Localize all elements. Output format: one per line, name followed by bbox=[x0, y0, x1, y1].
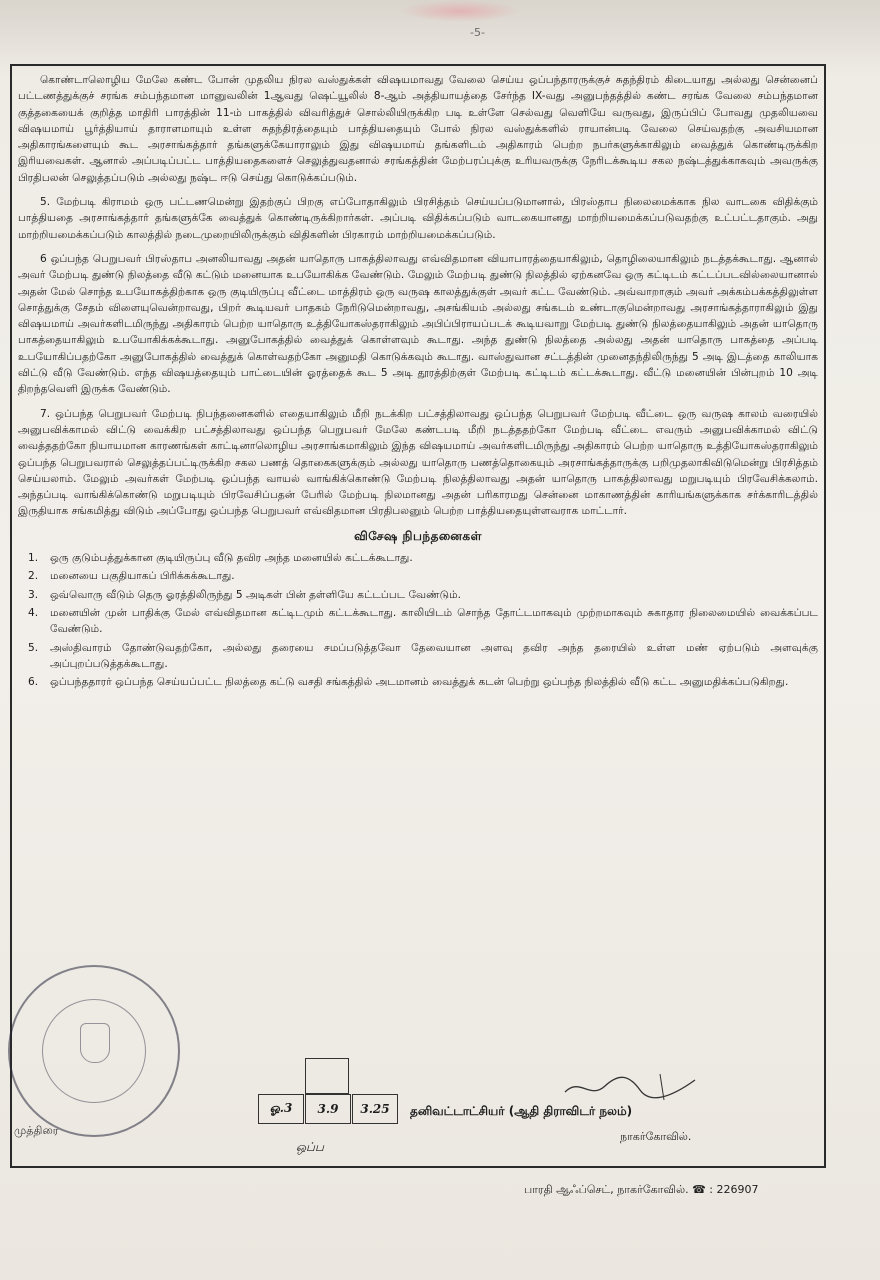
initials: ஒப்ப bbox=[296, 1140, 324, 1154]
signatory-place: நாகர்கோவில். bbox=[620, 1130, 692, 1143]
condition-number: 6. bbox=[28, 676, 39, 689]
condition-text: ஒரு குடும்பத்துக்கான குடியிருப்பு வீடு தவிர அந்த மனையில் கட்டக்கூடாது. bbox=[50, 552, 413, 565]
page-number: -5- bbox=[470, 26, 485, 39]
signatory-title: தனிவட்டாட்சியர் (ஆதி திராவிடர் நலம்) bbox=[410, 1104, 633, 1118]
condition-item bbox=[18, 605, 818, 638]
condition-item bbox=[18, 587, 818, 603]
special-conditions-heading: விசேஷ நிபந்தனைகள் bbox=[354, 528, 482, 543]
stamp-cell: 3.25 bbox=[352, 1094, 398, 1124]
printer-footer: பாரதி ஆஃப்செட், நாகர்கோவில். ☎ : 226907 bbox=[524, 1183, 759, 1196]
paragraph-6: 6 ஒப்பந்த பெறுபவர் பிரஸ்தாப அனலியாவது அதன் யாதொரு பாகத்திலாவது எவ்விதமான வியாபாரத்தையாகிலும், தொழிலையாகிலும் நடத்தக்கூடாது. ஆனால் அவர் மேற்படி துண்டு நிலத்தை வீடு கட்டும் மனையாக உபயோகிக்க வேண்டும். மேலும் மேற்படி துண்டு நிலத்தில் ஏற்கனவே ஒரு கட்டிடம் கட்டப்படவில்லையானால் அதன் மேல் சொந்த உபயோகத்திற்காக ஒரு குடியிருப்பு வீட்டை மாத்திரம் ஒரு வருஷ காலத்துக்குள் அவர் கட்ட வேண்டும். அவ்வாறாகும் அவர் அக்கம்பக்கத்திலுள்ள சொத்துக்கு சேதம் விளையுவென்றாவது, பிறர் கூடியவர் பாதகம் நேரிடுமென்றாவது, அசங்கியம் அல்லது சங்கடம் உண்டாகுமென்றாவது அரசாங்கத்தாராகிலும் இது விஷயமாய் அவர்களிடமிருந்து அதிகாரம் பெற்ற யாதொரு உத்தியோகஸ்தராகிலும் அபிப்பிராயப்படக் கூடியவாறு மேற்படி துண்டு நிலத்தையாகிலும் அதன் யாதொரு பாகத்தையாகிலும் உபயோகிக்கக்கூடாது. அனுபோகத்தில் வைத்துக் கொள்ளவும் கூடாது. அந்த துண்டு நிலத்தை அல்லது அதன் யாதொரு பாகத்தை அப்படி உபயோகிப்பதற்கோ அனுபோகத்தில் வைத்துக் கொள்வதற்கோ அனுமதி கொடுக்கவும் கூடாது. வாஸ்துவான சட்டத்தின் முனைதந்திலிருந்து 5 அடி இடத்தை காலியாக விட்டு வீடு வேண்டும். எந்த விஷயத்தையும் பாட்டையின் ஓரத்தைக் கூட 5 அடி தூரத்திற்குள் மேற்படி கட்டிடம் கட்டக்கூடாது. வீட்டு மனையின் பின்புறம் 10 அடி திறந்தவெளி இருக்க வேண்டும். bbox=[18, 252, 818, 396]
condition-text: ஒப்பந்ததாரர் ஒப்பந்த செய்யப்பட்ட நிலத்தை கட்டு வசதி சங்கத்தில் அடமானம் வைத்துக் கடன் பெற்று ஒப்பந்த நிலத்தில் வீடு கட்ட அனுமதிக்கப்படுகிறது. bbox=[50, 676, 789, 689]
stamp-cell: 3.9 bbox=[305, 1094, 351, 1124]
stamp-cell: ஓ.3 bbox=[258, 1094, 304, 1124]
red-smudge bbox=[400, 0, 520, 22]
office-stamp bbox=[258, 1094, 399, 1124]
condition-number: 4. bbox=[28, 606, 39, 619]
condition-number: 1. bbox=[28, 552, 39, 565]
condition-item bbox=[18, 550, 818, 566]
paragraph-7: 7. ஒப்பந்த பெறுபவர் மேற்படி நிபந்தனைகளில் எதையாகிலும் மீறி நடக்கிற பட்சத்திலாவது ஒப்பந்த பெறுபவர் மேற்படி வீட்டை ஒரு வருஷ காலம் வரையில் அனுபவிக்காமல் விட்டு வைக்கிற பட்சத்திலாவது ஒப்பந்த பெறுபவர் மேலே கண்டபடி மீறி நடத்ததற்கோ மேற்படி வீட்டை எவரும் அனுபவிக்காமல் விட்டு வைத்ததற்கோ நியாயமான காரணங்கள் காட்டினாலொழிய அரசாங்கமாகிலும் இந்த விஷயமாய் அவர்களிடமிருந்து அதிகாரம் பெற்ற யாதொரு உத்தியோகஸ்தராகிலும் ஒப்பந்த பெறுபவரால் செலுத்தப்பட்டிருக்கிற சகல பணத் தொகைகளுக்கும் அல்லது யாதொரு பணத்தொகையும் அரசாங்கத்தாருக்கு பறிமுதலாகிவிடுமென்று பிரசித்தம் செய்யலாம். மேலும் அவர்கள் மேற்படி ஒப்பந்த வாயல் வாங்கிக்கொண்டு மேற்படி நிலத்திலாவது அதன் யாதொரு பாகத்திலாவது மறுபடியும் பிரவேசிக்கலாம். அந்தப்படி வாங்கிக்கொண்டு மறுபடியும் பிரவேசிப்பதன் பேரில் மேற்படி நிலமானது அதன் பரிகாரமது சென்னை மாகாணத்தின் காரியங்களுக்காக சர்க்காரிடத்தில் இருதியாக சங்கமித்து விடும் அப்போது ஒப்பந்த பெறுபவர் எவ்விதமான பிரதிபலனும் பெற்ற பாத்தியதையுள்ளவராக மாட்டார். bbox=[18, 407, 819, 518]
document-body bbox=[18, 72, 818, 692]
paragraph-5: 5. மேற்படி கிராமம் ஒரு பட்டணமென்று இதற்குப் பிறகு எப்போதாகிலும் பிரசித்தம் செய்யப்படுமானால், பிரஸ்தாப நிலைமைக்காக நில வாடகை விதிக்கும் பாத்தியதை அரசாங்கத்தார் தங்களுக்கே வைத்துக் கொண்டிருக்கிறார்கள். அப்படி விதிக்கப்படும் வாடகையானது மாற்றியமைக்கப்படுவதற்கு உட்பட்டதாகும். அது மாற்றியமைக்கப்படும் காலத்தில் நடைமுறையிலிருக்கும் விதிகளின் பிரகாரம் மாற்றியமைக்கப்படும். bbox=[18, 196, 818, 241]
condition-text: ஒவ்வொரு வீடும் தெரு ஓரத்திலிருந்து 5 அடிகள் பின் தள்ளியே கட்டப்பட வேண்டும். bbox=[50, 588, 461, 601]
paragraph-continuation: கொண்டாலொழிய மேலே கண்ட போன் முதலிய நிரல வஸ்துக்கள் விஷயமாவது வேலை செய்ய ஒப்பந்தாரருக்குச் சுதந்திரம் கிடையாது அல்லது சென்னைப் பட்டணத்துக்குச் சரங்க சம்பந்தமான மானுவலின் 1ஆவது ஷெட்யூலில் 8-ஆம் அத்தியாயத்தை சேர்ந்த IX-வது அனுபந்தத்தில் கண்ட சரங்க வேலை சம்பந்தமான குத்தகையைக் குறித்த மாதிரி பாரத்தின் 11-ம் பாகத்தில் விவரித்துச் சொல்லியிருக்கிற படி உள்ளே செல்வது வெளியே வருவது, இருப்பிப் போவது முதலியவை விஷயமாய் பூர்த்தியாய் தாராளமாயும் உள்ள சுதந்திரத்தையும் பாத்தியதையும் போல் நிரல வஸ்துக்களில் ராயான்படி வேலை செய்வதற்கு அவசியமான அதிகாரங்களையும் கூட அரசாங்கத்தார் தங்களுக்கேயாராலும் இது விஷயமாய் தங்களிடம் அதிகாரம் பெற்ற நபர்களுக்காகிலும் வைத்துக் கொண்டிருக்கிற இரியவைகள். ஆனால் அப்படிப்பட்ட பாத்தியதைகளைச் செலுத்துவதனால் சரங்கத்தின் மேற்பரப்புக்கு உரியவருக்கு நேரிடக்கூடிய சகல நஷ்டத்துக்காகவும் அவருக்கு பிரதிபலன் செலுத்தப்படும் அல்லது நஷ்ட ஈடு செய்து கொடுக்கப்படும். bbox=[18, 74, 818, 184]
condition-item bbox=[18, 674, 818, 690]
signature-scribble bbox=[560, 1072, 700, 1102]
condition-item bbox=[18, 568, 818, 584]
condition-text: அஸ்திவாரம் தோண்டுவதற்கோ, அல்லது தரையை சமப்படுத்தவோ தேவையான அளவு தவிர அந்த தரையில் உள்ள மண் ஏற்படும் அளவுக்கு அப்புறப்படுத்தக்கூடாது. bbox=[50, 641, 818, 670]
condition-text: மனையை பகுதியாகப் பிரிக்கக்கூடாது. bbox=[50, 570, 235, 583]
official-seal-icon bbox=[8, 965, 180, 1137]
condition-number: 2. bbox=[28, 570, 39, 583]
condition-item bbox=[18, 640, 818, 673]
condition-text: மனையின் முன் பாதிக்கு மேல் எவ்விதமான கட்டிடமும் கட்டக்கூடாது. காலியிடம் சொந்த தோட்டமாகவும் முற்றமாகவும் சுகாதார நிலைமையில் வைக்கப்பட வேண்டும். bbox=[50, 606, 818, 636]
condition-number: 3. bbox=[28, 588, 39, 601]
special-conditions-list bbox=[18, 550, 818, 690]
stamp-box-top bbox=[305, 1058, 349, 1094]
seal-emblem-icon bbox=[80, 1023, 110, 1063]
condition-number: 5. bbox=[28, 641, 39, 654]
seal-label: முத்திரை bbox=[14, 1124, 59, 1137]
